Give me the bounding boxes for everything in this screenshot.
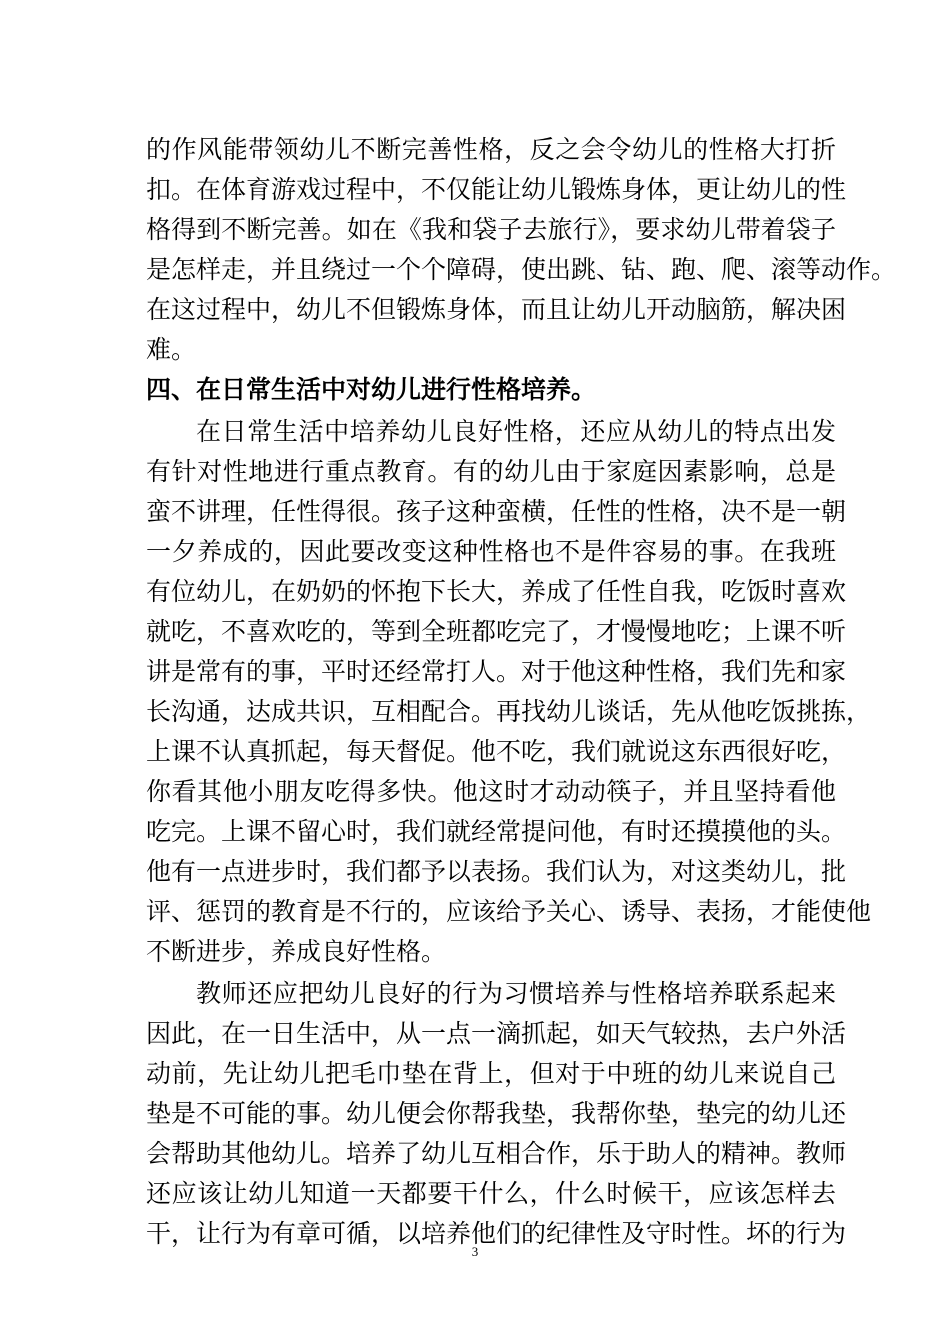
paragraph-2-line-12: 他有一点进步时，我们都予以表扬。我们认为，对这类幼儿，批 — [146, 857, 847, 886]
paragraph-1-line-3: 格得到不断完善。如在《我和袋子去旅行》，要求幼儿带着袋子 — [146, 215, 836, 244]
paragraph-2-line-13: 评、惩罚的教育是不行的，应该给予关心、诱导、表扬，才能使他 — [146, 897, 872, 926]
paragraph-2-line-8: 长沟通，达成共识，互相配合。再找幼儿谈话，先从他吃饭挑拣， — [146, 697, 872, 726]
paragraph-2-line-9: 上课不认真抓起，每天督促。他不吃，我们就说这东西很好吃， — [146, 737, 847, 766]
paragraph-3-line-6: 还应该让幼儿知道一天都要干什么，什么时候干，应该怎样去 — [146, 1179, 836, 1208]
paragraph-3-line-7: 干，让行为有章可循，以培养他们的纪律性及守时性。坏的行为 — [146, 1219, 847, 1248]
paragraph-3-line-3: 动前，先让幼儿把毛巾垫在背上，但对于中班的幼儿来说自己 — [146, 1059, 836, 1088]
paragraph-3-line-1: 教师还应把幼儿良好的行为习惯培养与性格培养联系起来 — [196, 979, 836, 1008]
page-number: 3 — [471, 1244, 479, 1259]
paragraph-1-line-2: 扣。在体育游戏过程中，不仅能让幼儿锻炼身体，更让幼儿的性 — [146, 175, 847, 204]
paragraph-2-line-11: 吃完。上课不留心时，我们就经常提问他，有时还摸摸他的头。 — [146, 817, 847, 846]
paragraph-2-line-7: 讲是常有的事，平时还经常打人。对于他这种性格，我们先和家 — [146, 657, 847, 686]
paragraph-2-line-2: 有针对性地进行重点教育。有的幼儿由于家庭因素影响，总是 — [146, 457, 836, 486]
section-heading: 四、在日常生活中对幼儿进行性格培养。 — [146, 375, 597, 404]
paragraph-1-line-5: 在这过程中，幼儿不但锻炼身体，而且让幼儿开动脑筋，解决困 — [146, 295, 847, 324]
paragraph-1-line-1: 的作风能带领幼儿不断完善性格，反之会令幼儿的性格大打折 — [146, 135, 836, 164]
paragraph-2-line-10: 你看其他小朋友吃得多快。他这时才动动筷子，并且坚持看他 — [146, 777, 836, 806]
paragraph-3-line-4: 垫是不可能的事。幼儿便会你帮我垫，我帮你垫，垫完的幼儿还 — [146, 1099, 847, 1128]
paragraph-1-line-6: 难。 — [146, 335, 197, 364]
paragraph-2-line-1: 在日常生活中培养幼儿良好性格，还应从幼儿的特点出发 — [196, 417, 836, 446]
paragraph-1-line-4: 是怎样走，并且绕过一个个障碍，使出跳、钻、跑、爬、滚等动作。 — [146, 255, 897, 284]
paragraph-3-line-5: 会帮助其他幼儿。培养了幼儿互相合作，乐于助人的精神。教师 — [146, 1139, 847, 1168]
paragraph-2-line-14: 不断进步，养成良好性格。 — [146, 937, 447, 966]
paragraph-3-line-2: 因此，在一日生活中，从一点一滴抓起，如天气较热，去户外活 — [146, 1019, 847, 1048]
paragraph-2-line-5: 有位幼儿，在奶奶的怀抱下长大，养成了任性自我，吃饭时喜欢 — [146, 577, 847, 606]
paragraph-2-line-6: 就吃，不喜欢吃的，等到全班都吃完了，才慢慢地吃；上课不听 — [146, 617, 847, 646]
paragraph-2-line-3: 蛮不讲理，任性得很。孩子这种蛮横，任性的性格，决不是一朝 — [146, 497, 847, 526]
paragraph-2-line-4: 一夕养成的，因此要改变这种性格也不是件容易的事。在我班 — [146, 537, 836, 566]
